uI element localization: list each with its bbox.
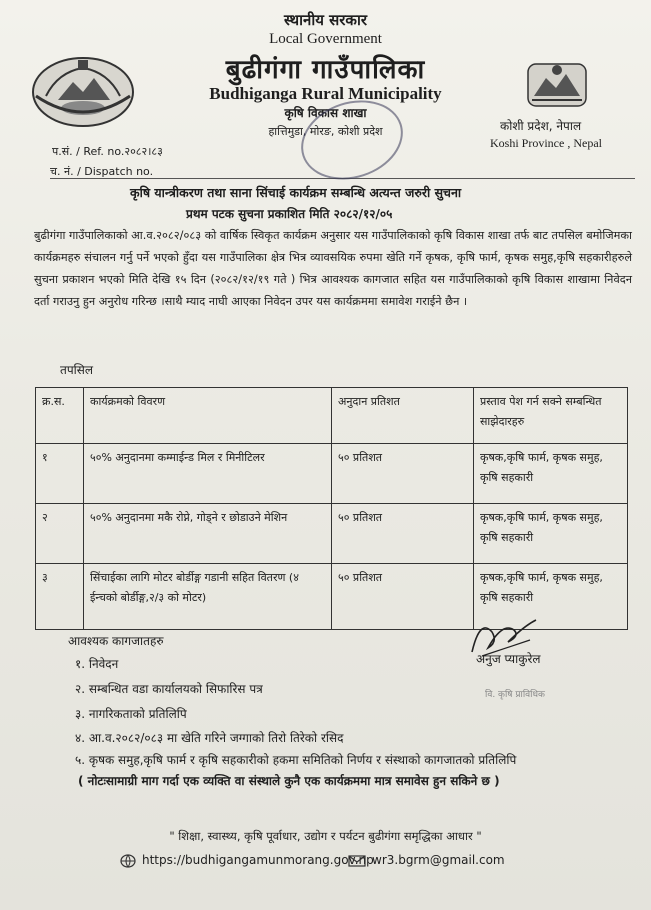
table-cell: कृषक,कृषि फार्म, कृषक समुह, कृषि सहकारी <box>474 564 628 630</box>
mail-icon <box>348 855 366 867</box>
office-address: हात्तिमुडा, मोरङ, कोशी प्रदेश <box>268 125 383 138</box>
municipality-motto: " शिक्षा, स्वास्थ्य, कृषि पूर्वाधार, उद्योग र पर्यटन बुढीगंगा समृद्धिका आधार " <box>169 829 482 843</box>
table-header-cell: कार्यक्रमको विवरण <box>84 388 332 444</box>
notice-subtitle: प्रथम पटक सुचना प्रकाशित मिति २०८२/१२/०५ <box>186 207 393 221</box>
email-link[interactable]: wr3.bgrm@gmail.com <box>372 853 505 867</box>
globe-icon <box>120 854 136 868</box>
document-item: ४. आ.व.२०८२/०८३ मा खेति गरिने जग्गाको तिरो तिरेको रसिद <box>75 731 344 745</box>
table-header-cell: क्र.स. <box>36 388 84 444</box>
table-cell: ३ <box>36 564 84 630</box>
municipality-name-np: बुढीगंगा गाउँपालिका <box>225 55 426 85</box>
table-cell: ५० प्रतिशत <box>332 444 474 504</box>
province-en: Koshi Province , Nepal <box>490 136 602 150</box>
document-item: २. सम्बन्धित वडा कार्यालयको सिफारिस पत्र <box>75 682 263 696</box>
table-cell: कृषक,कृषि फार्म, कृषक समुह, कृषि सहकारी <box>474 504 628 564</box>
municipality-name-en: Budhiganga Rural Municipality <box>209 84 442 103</box>
table-cell: ५० प्रतिशत <box>332 504 474 564</box>
documents-title: आवश्यक कागजातहरु <box>68 634 164 648</box>
document-item: १. निवेदन <box>75 657 119 671</box>
programs-table <box>35 387 628 630</box>
province-np: कोशी प्रदेश, नेपाल <box>500 119 582 133</box>
website-link[interactable]: https://budhigangamunmorang.gov.np <box>142 853 374 867</box>
table-header-cell: प्रस्ताव पेश गर्न सक्ने सम्बन्धित साझेदारहरु <box>474 388 628 444</box>
notice-note: ( नोटःसामाग्री माग गर्दा एक व्यक्ति वा संस्थाले कुनै एक कार्यक्रममा मात्र समावेस हुन सकिने छ ) <box>78 774 500 788</box>
local-government-en: Local Government <box>269 31 382 47</box>
dispatch-number: च. नं. / Dispatch no. <box>50 165 154 178</box>
reference-number: प.सं. / Ref. no.२०८२।८३ <box>52 145 163 158</box>
document-item: ३. नागरिकताको प्रतिलिपि <box>75 707 187 721</box>
table-cell: २ <box>36 504 84 564</box>
table-row <box>36 504 628 564</box>
table-cell: सिंचाईका लागि मोटर बोर्डीङ्ग गडानी सहित वितरण (४ ईन्चको बोर्डीङ्ग,२/३ को मोटर) <box>84 564 332 630</box>
table-header-cell: अनुदान प्रतिशत <box>332 388 474 444</box>
tapasil-label: तपसिल <box>60 363 94 377</box>
document-item: ५. कृषक समुह,कृषि फार्म र कृषि सहकारीको हकमा समितिको निर्णय र संस्थाको कागजातको प्रतिलिपि <box>75 753 517 767</box>
table-cell: ५०% अनुदानमा कम्माईन्ड मिल र मिनीटिलर <box>84 444 332 504</box>
notice-title: कृषि यान्त्रीकरण तथा साना सिंचाई कार्यक्रम सम्बन्धि अत्यन्त जरुरी सुचना <box>130 185 462 200</box>
signatory-name: अनुज प्याकुरेल <box>476 652 541 666</box>
footer-website[interactable] <box>120 853 374 868</box>
branch-name: कृषि विकास शाखा <box>284 106 367 120</box>
table-cell: १ <box>36 444 84 504</box>
table-cell: कृषक,कृषि फार्म, कृषक समुह, कृषि सहकारी <box>474 444 628 504</box>
table-cell: ५०% अनुदानमा मकै रोप्ने, गोड्ने र छोडाउने मेशिन <box>84 504 332 564</box>
local-government-np: स्थानीय सरकार <box>284 11 367 29</box>
table-row <box>36 444 628 504</box>
signatory-role: वि. कृषि प्राविधिक <box>485 690 545 700</box>
notice-body: बुढीगंगा गाउँपालिकाको आ.व.२०८२/०८३ को वार्षिक स्विकृत कार्यक्रम अनुसार यस गाउँपालिकाको कृषि विकास शाखा तर्फ बाट तपसिल बमोजिमका कार्यक्रमहरु संचालन गर्नु पर्ने भएको हुँदा यस गाउँपालिका क्षेत्र भित्र व्यावसयिक रुपमा खेति गर्ने कृषक, कृषि फार्म, कृषक समुह,कृषि सहकारीहरुले सुचना प्रकाशन भएको मिति देखि १५ दिन (२०८२/१२/१९ गते ) भित्र आवश्यक कागजात सहित यस गाउँपालिकाको कृषि विकास शाखामा निवेदन दर्ता गराउनु हुन अनुरोध गरिन्छ ।साथै म्याद नाघी आएका निवेदन उपर यस कार्यक्रममा समावेश गराईने छैन । <box>34 229 632 308</box>
table-header-row <box>36 388 628 444</box>
table-cell: ५० प्रतिशत <box>332 564 474 630</box>
footer-email[interactable] <box>348 853 505 867</box>
